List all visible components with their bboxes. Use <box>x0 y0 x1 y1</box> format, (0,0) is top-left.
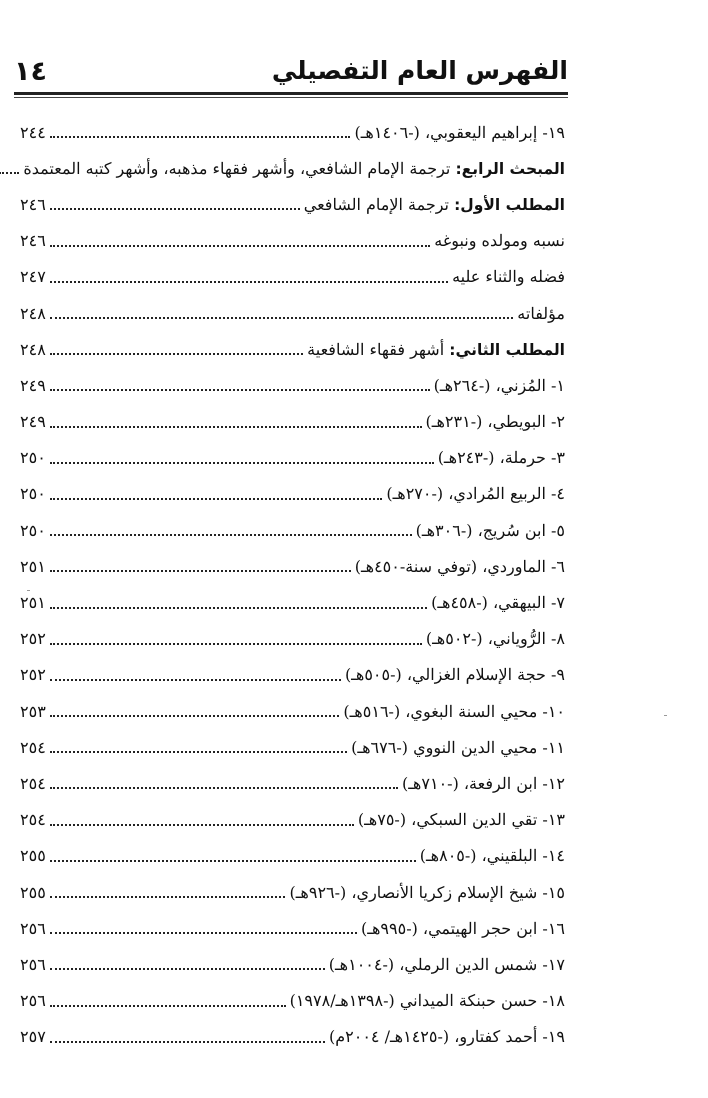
dot-leader <box>50 932 357 934</box>
dot-leader <box>50 208 300 210</box>
dot-leader <box>50 570 351 572</box>
toc-entry-title: فضله والثناء عليه <box>452 267 565 287</box>
toc-entry <box>20 295 565 331</box>
toc-entry <box>20 729 565 765</box>
toc-entry-title: أشهر فقهاء الشافعية <box>307 339 450 359</box>
dot-leader <box>50 968 325 970</box>
toc-entry-text <box>361 919 565 938</box>
dot-leader <box>50 896 286 898</box>
toc-entry-text <box>307 340 565 359</box>
toc-entry-text <box>386 484 565 503</box>
toc-entry <box>20 838 565 874</box>
toc-entry-text <box>358 810 565 829</box>
scan-speck <box>664 715 667 716</box>
toc-page-number: ٢٤٨ <box>20 303 46 323</box>
toc-page-number: ٢٤٨ <box>20 339 46 359</box>
toc-entry <box>20 802 565 838</box>
toc-entry <box>20 367 565 403</box>
toc-page-number: ٢٤٦ <box>20 231 46 251</box>
toc-entry-text <box>402 774 565 793</box>
dot-leader <box>50 787 398 789</box>
toc-entry <box>20 983 565 1019</box>
toc-section-label: المطلب الثاني: <box>449 340 565 359</box>
toc-entry-title: ترجمة الإمام الشافعي، وأشهر فقهاء مذهبه، وأشهر كتبه المعتمدة <box>23 158 456 178</box>
toc-page-number: ٢٥٦ <box>20 954 46 974</box>
toc-entry-text <box>420 846 565 865</box>
toc-entry-text <box>343 702 565 721</box>
toc-entry-title: ١٣- تقي الدين السبكي، (-٧٥هـ) <box>357 810 565 830</box>
toc-entry-title: ٤- الربيع المُرادي، (-٢٧٠هـ) <box>386 484 565 504</box>
toc-page-number: ٢٤٤ <box>20 122 46 142</box>
toc-entry-title: ترجمة الإمام الشافعي <box>303 194 455 214</box>
toc-page-number: ٢٥١ <box>20 593 46 613</box>
toc-entry-text <box>329 1027 565 1046</box>
toc-entry-text <box>431 593 565 612</box>
dot-leader <box>50 245 430 247</box>
header-page-number: ١٤ <box>14 56 47 87</box>
toc-entry-text <box>416 521 565 540</box>
toc-entry-title: ١٦- ابن حجر الهيتمي، (-٩٩٥هـ) <box>361 918 565 938</box>
dot-leader <box>50 534 412 536</box>
dot-leader <box>50 389 430 391</box>
toc-entry-title: ٨- الرُّوياني، (-٥٠٢هـ) <box>425 629 565 649</box>
toc-entry <box>20 910 565 946</box>
dot-leader <box>50 136 351 138</box>
toc-entry-text <box>345 665 565 684</box>
toc-page-number: ٢٥٤ <box>20 810 46 830</box>
toc-entry-text <box>452 267 565 286</box>
toc-entry-title: ١٤- البلقيني، (-٨٠٥هـ) <box>419 846 565 866</box>
dot-leader <box>50 317 514 319</box>
toc-entry-title: ١٩- إبراهيم اليعقوبي، (-١٤٠٦هـ) <box>354 122 565 142</box>
toc-entry-title: ١٠- محيي السنة البغوي، (-٥١٦هـ) <box>343 701 565 721</box>
toc-section-label: المبحث الرابع: <box>455 159 565 178</box>
toc-entry-text <box>304 195 565 214</box>
toc-page-number: ٢٤٩ <box>20 375 46 395</box>
toc-entry-title: ١٥- شيخ الإسلام زكريا الأنصاري، (-٩٢٦هـ) <box>289 882 565 902</box>
dot-leader <box>50 426 422 428</box>
toc-entry-title: ١١- محيي الدين النووي (-٦٧٦هـ) <box>351 737 565 757</box>
toc-page-number: ٢٥٣ <box>20 701 46 721</box>
toc-entry <box>20 404 565 440</box>
header-rule-thin <box>14 97 568 98</box>
dot-leader <box>50 1005 286 1007</box>
dot-leader <box>50 1041 325 1043</box>
toc-entry <box>20 223 565 259</box>
dot-leader <box>50 679 341 681</box>
dot-leader <box>50 607 427 609</box>
toc-page-number: ٢٤٩ <box>20 412 46 432</box>
toc-section-entry <box>20 150 565 186</box>
toc-page-number: ٢٥٥ <box>20 846 46 866</box>
toc-entry-text <box>355 557 565 576</box>
dot-leader <box>50 462 434 464</box>
toc-entry <box>20 1019 565 1055</box>
toc-entry-text <box>517 304 565 323</box>
toc-section-entry <box>20 331 565 367</box>
toc-entry <box>20 693 565 729</box>
toc-entry-text <box>434 376 565 395</box>
dot-leader <box>50 824 354 826</box>
toc-entry-text <box>434 231 565 250</box>
toc-entry-title: ١٧- شمس الدين الرملي، (-١٠٠٤هـ) <box>328 954 565 974</box>
toc-entry-text <box>351 738 565 757</box>
toc-page-number: ٢٥٤ <box>20 773 46 793</box>
toc-page-number: ٢٥٢ <box>20 629 46 649</box>
toc-entry <box>20 657 565 693</box>
toc-entry-text <box>438 448 565 467</box>
toc-page-number: ٢٥٠ <box>20 484 46 504</box>
toc-page-number: ٢٥٥ <box>20 882 46 902</box>
dot-leader <box>0 172 19 174</box>
toc-entry <box>20 440 565 476</box>
toc-entry-text <box>426 629 565 648</box>
toc-entry-text <box>23 159 565 178</box>
toc-page-number: ٢٥١ <box>20 556 46 576</box>
running-header <box>14 52 568 98</box>
toc-page-number: ٢٥٦ <box>20 991 46 1011</box>
dot-leader <box>50 498 383 500</box>
toc-entry <box>20 584 565 620</box>
toc-entry-title: ١٩- أحمد كفتارو، (-١٤٢٥هـ/ ٢٠٠٤م) <box>328 1027 565 1047</box>
toc-entry-title: ١٢- ابن الرفعة، (-٧١٠هـ) <box>402 773 565 793</box>
toc-entry <box>20 114 565 150</box>
toc-entry <box>20 512 565 548</box>
toc-entry-text <box>289 883 565 902</box>
dot-leader <box>50 751 347 753</box>
header-title: الفهرس العام التفصيلي <box>271 56 568 85</box>
toc-page-number: ٢٥٧ <box>20 1027 46 1047</box>
toc-entry-title: ٣- حرملة، (-٢٤٣هـ) <box>437 448 565 468</box>
toc-entry-text <box>329 955 565 974</box>
toc-entry-text <box>354 123 565 142</box>
toc-entry <box>20 874 565 910</box>
toc-page-number: ٢٥٦ <box>20 918 46 938</box>
dot-leader <box>50 281 448 283</box>
toc-entry <box>20 548 565 584</box>
toc-page-number: ٢٥٠ <box>20 520 46 540</box>
toc-section-entry <box>20 186 565 222</box>
toc-page-number: ٢٥٠ <box>20 448 46 468</box>
toc-entry-title: مؤلفاته <box>517 303 565 323</box>
toc-page-number: ٢٥٢ <box>20 665 46 685</box>
toc-entry-title: ٩- حجة الإسلام الغزالي، (-٥٠٥هـ) <box>344 665 565 685</box>
header-rule-thick <box>14 92 568 95</box>
toc-entry-title: ٦- الماوردي، (توفي سنة-٤٥٠هـ) <box>354 556 565 576</box>
toc-entry <box>20 765 565 801</box>
toc-entry <box>20 259 565 295</box>
toc-entry-title: ١- المُزني، (-٢٦٤هـ) <box>433 375 565 395</box>
toc-entry-text <box>426 412 565 431</box>
dot-leader <box>50 643 422 645</box>
dot-leader <box>50 715 340 717</box>
toc-entry-title: ٧- البيهقي، (-٤٥٨هـ) <box>431 593 565 613</box>
scan-speck <box>27 590 30 591</box>
table-of-contents <box>20 114 565 1055</box>
toc-entry-title: نسبه ومولده ونبوغه <box>434 231 565 251</box>
toc-page-number: ٢٤٦ <box>20 194 46 214</box>
toc-entry-title: ١٨- حسن حبنكة الميداني (-١٣٩٨هـ/١٩٧٨) <box>289 991 565 1011</box>
toc-entry-title: ٥- ابن سُريج، (-٣٠٦هـ) <box>415 520 565 540</box>
toc-entry <box>20 621 565 657</box>
toc-section-label: المطلب الأول: <box>454 195 565 214</box>
toc-entry <box>20 476 565 512</box>
toc-entry <box>20 946 565 982</box>
dot-leader <box>50 353 303 355</box>
toc-page-number: ٢٤٧ <box>20 267 46 287</box>
toc-entry-title: ٢- البويطي، (-٢٣١هـ) <box>425 412 565 432</box>
toc-entry-text <box>290 991 565 1010</box>
toc-page-number: ٢٥٤ <box>20 737 46 757</box>
dot-leader <box>50 860 416 862</box>
